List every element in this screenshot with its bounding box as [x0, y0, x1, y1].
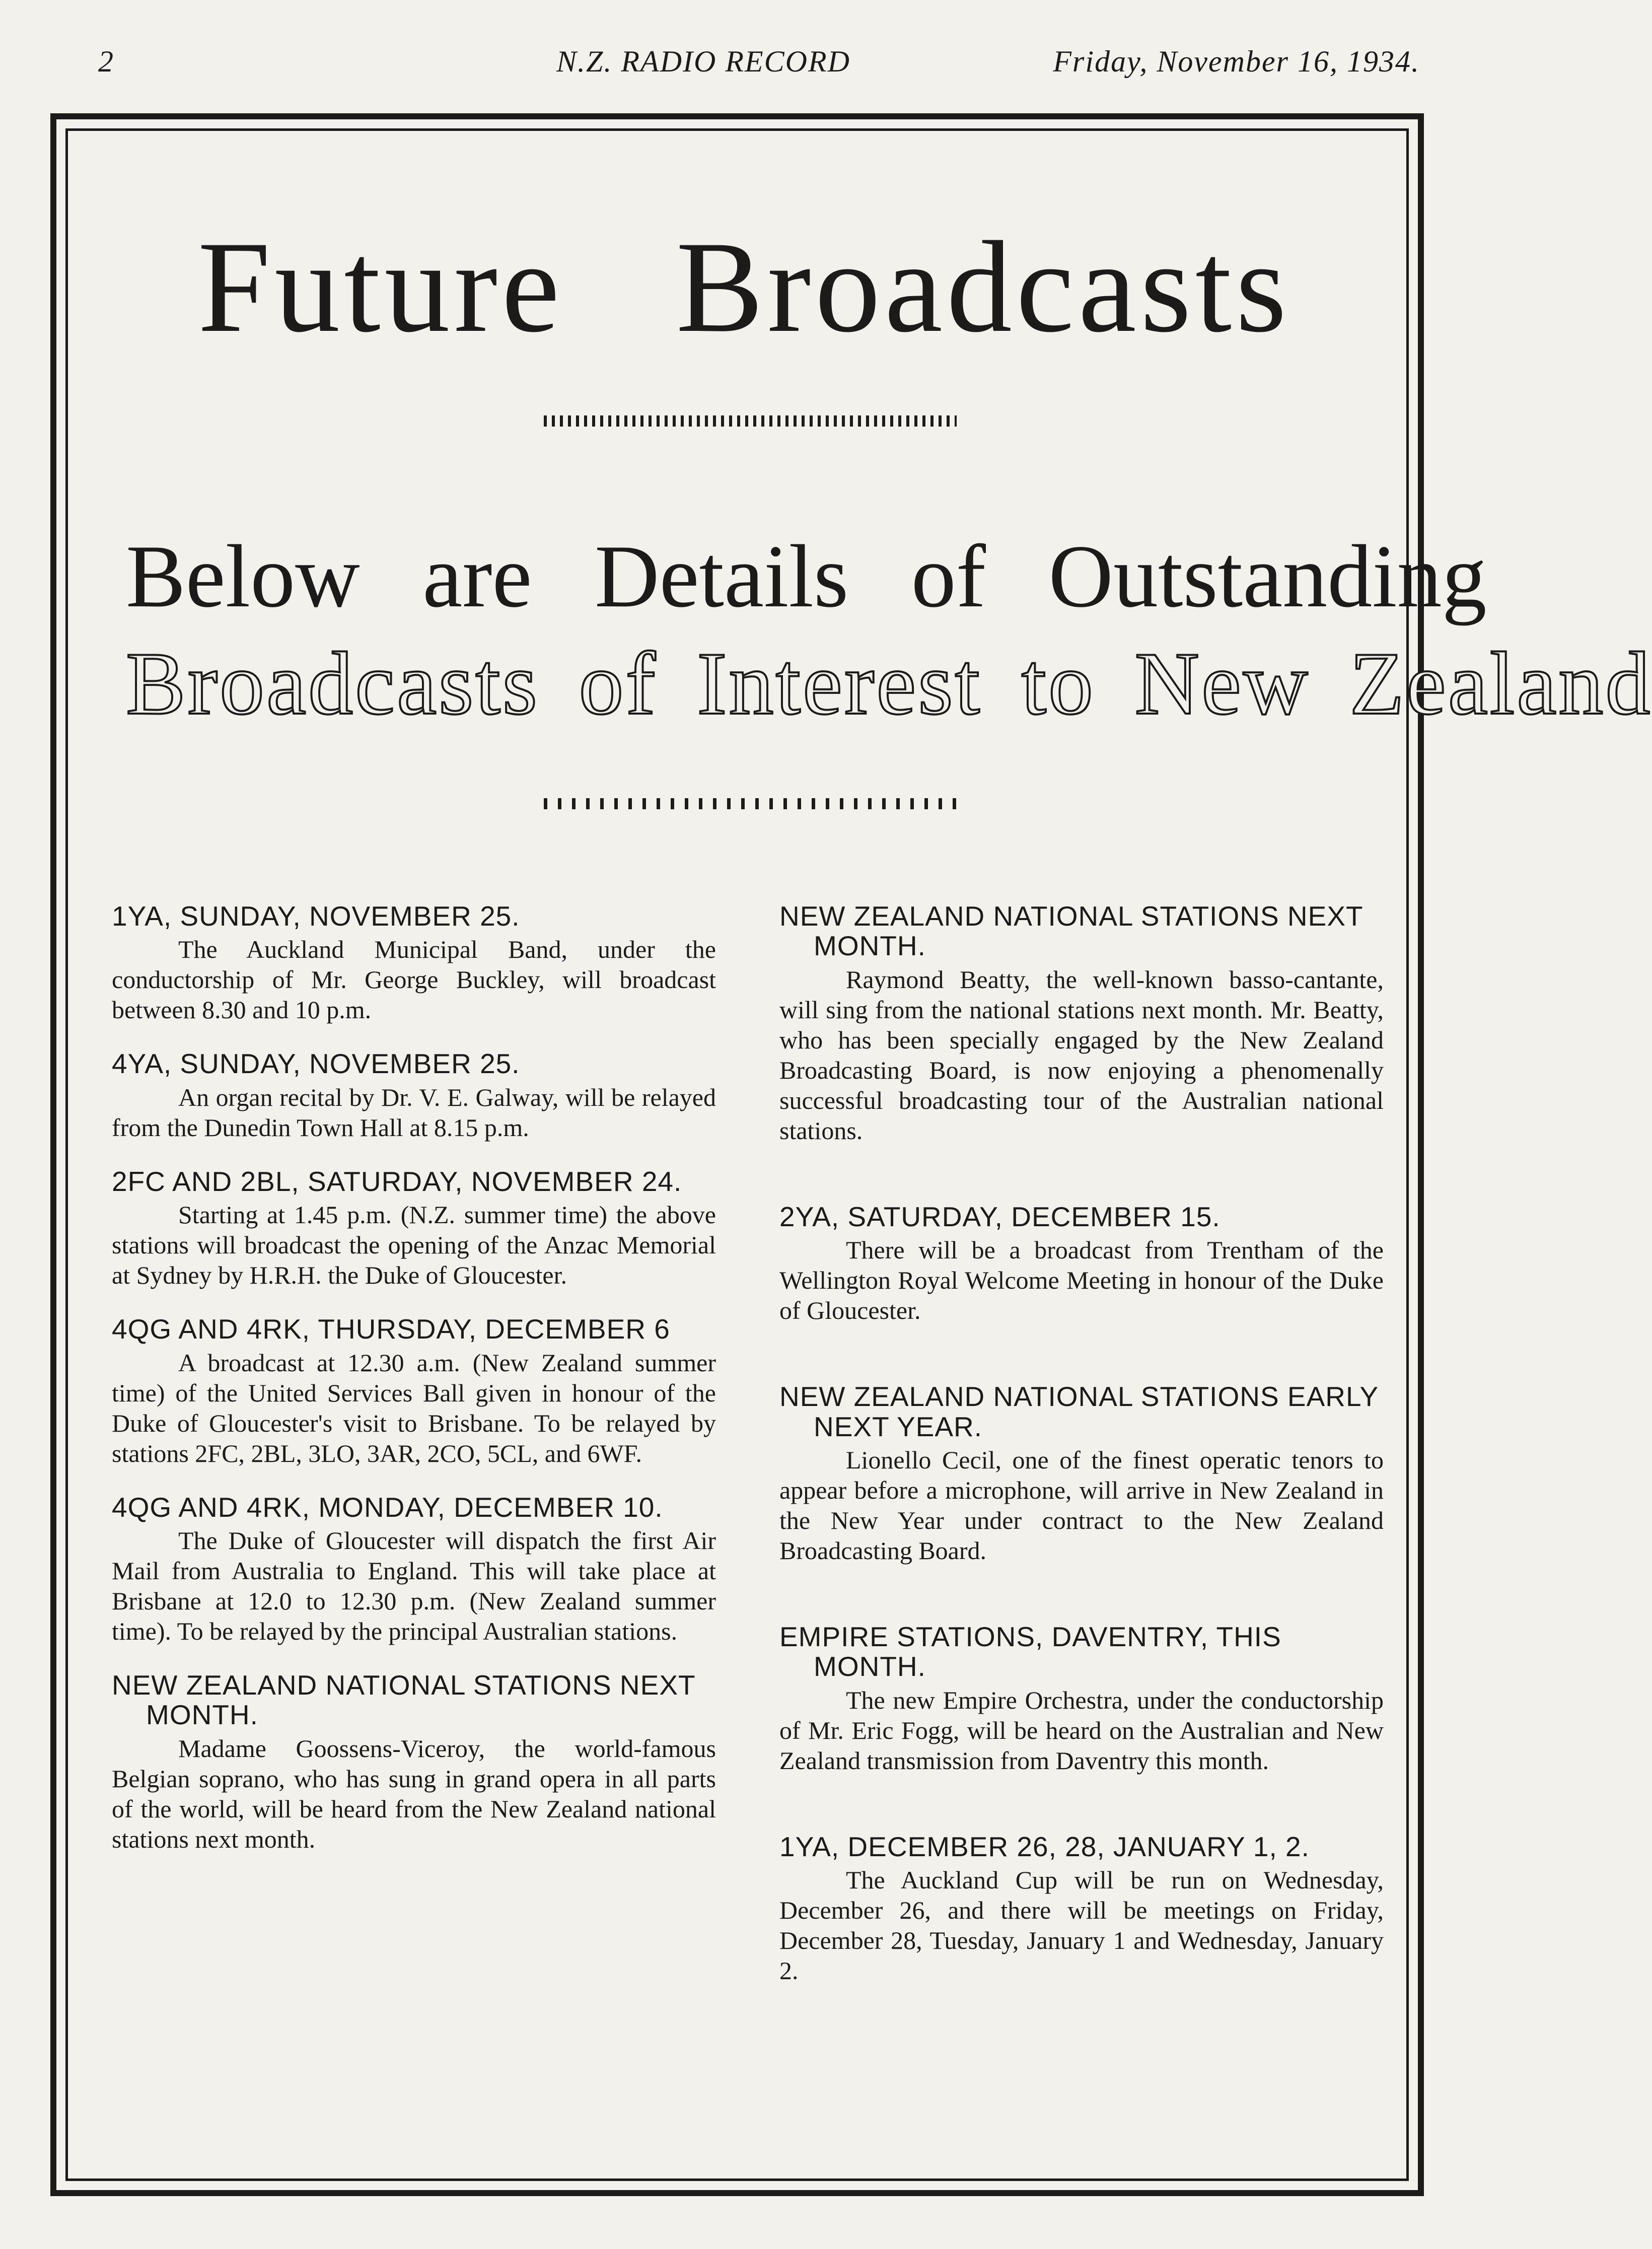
item-body: The Duke of Gloucester will dispatch the first Air Mail from Australia to England. This will take place at Brisbane at 12.0 to 12.30 p.m. (New Zealand summer time). To be relayed by the principal Australian stations. [112, 1526, 716, 1645]
broadcast-item [779, 1622, 1384, 1776]
item-heading: NEW ZEALAND NATIONAL STATIONS NEXT MONTH. [112, 1669, 695, 1731]
item-heading: NEW ZEALAND NATIONAL STATIONS EARLY NEXT YEAR. [779, 1381, 1379, 1442]
item-heading: EMPIRE STATIONS, DAVENTRY, THIS MONTH. [779, 1621, 1281, 1682]
broadcast-item [779, 1202, 1384, 1325]
decorative-rule [544, 415, 957, 427]
item-heading: 2FC AND 2BL, SATURDAY, NOVEMBER 24. [112, 1165, 682, 1197]
decorative-rule [544, 798, 957, 809]
item-body: There will be a broadcast from Trentham of the Wellington Royal Welcome Meeting in honour of the Duke of Gloucester. [779, 1236, 1384, 1325]
item-body: The new Empire Orchestra, under the conductorship of Mr. Eric Fogg, will be heard on the Australian and New Zealand transmission from Daventry this month. [779, 1685, 1384, 1775]
left-column [112, 901, 716, 1878]
item-heading: 1YA, DECEMBER 26, 28, JANUARY 1, 2. [779, 1831, 1310, 1862]
item-heading: 4YA, SUNDAY, NOVEMBER 25. [112, 1048, 520, 1080]
page-number: 2 [98, 45, 114, 78]
broadcast-item [112, 1167, 716, 1290]
broadcast-item [112, 1049, 716, 1142]
broadcast-item [112, 1314, 716, 1468]
item-heading: 4QG AND 4RK, THURSDAY, DECEMBER 6 [112, 1313, 670, 1345]
broadcast-item [779, 1382, 1384, 1566]
broadcast-item [112, 901, 716, 1025]
broadcast-item [779, 901, 1384, 1146]
issue-date: Friday, November 16, 1934. [1053, 45, 1420, 78]
subtitle-line-1: Below are Details of Outstanding [126, 526, 1487, 626]
item-body: Starting at 1.45 p.m. (N.Z. summer time) the above stations will broadcast the opening of the Anzac Memorial at Sydney by H.R.H. the Duke of Gloucester. [112, 1201, 716, 1290]
subtitle-line-2: Broadcasts of Interest to New Zealand [126, 634, 1652, 733]
item-body: Lionello Cecil, one of the finest operatic tenors to appear before a microphone, will arrive in New Zealand in the New Year under contract to the New Zealand Broadcasting Board. [779, 1445, 1384, 1565]
right-column [779, 901, 1384, 2042]
broadcast-item [112, 1493, 716, 1646]
page-header [91, 44, 1420, 85]
item-body: The Auckland Cup will be run on Wednesday, December 26, and there will be meetings on Friday, December 28, Tuesday, January 1 and Wednesday, January 2. [779, 1866, 1384, 1985]
broadcast-item [112, 1670, 716, 1854]
item-body: The Auckland Municipal Band, under the conductorship of Mr. George Buckley, will broadcast between 8.30 and 10 p.m. [112, 935, 716, 1024]
item-heading: 2YA, SATURDAY, DECEMBER 15. [779, 1201, 1220, 1232]
broadcast-item [779, 1832, 1384, 1986]
page-title: Future Broadcasts [197, 215, 1291, 360]
item-body: Raymond Beatty, the well-known basso-cantante, will sing from the national stations next month. Mr. Beatty, who has been specially engaged by the New Zealand Broadcasting Board, is now enjoying a phenomenally successful broadcasting tour of the Australian national stations. [779, 965, 1384, 1145]
item-heading: NEW ZEALAND NATIONAL STATIONS NEXT MONTH. [779, 900, 1363, 962]
item-heading: 1YA, SUNDAY, NOVEMBER 25. [112, 900, 520, 932]
publication-name: N.Z. RADIO RECORD [556, 45, 850, 78]
item-body: Madame Goossens-Viceroy, the world-famous Belgian soprano, who has sung in grand opera in all parts of the world, will be heard from the New Zealand national stations next month. [112, 1734, 716, 1853]
item-heading: 4QG AND 4RK, MONDAY, DECEMBER 10. [112, 1491, 663, 1523]
item-body: A broadcast at 12.30 a.m. (New Zealand summer time) of the United Services Ball given in honour of the Duke of Gloucester's visit to Brisbane. To be relayed by stations 2FC, 2BL, 3LO, 3AR, 2CO, 5CL, and 6WF. [112, 1348, 716, 1467]
item-body: An organ recital by Dr. V. E. Galway, will be relayed from the Dunedin Town Hall at 8.15 p.m. [112, 1083, 716, 1142]
